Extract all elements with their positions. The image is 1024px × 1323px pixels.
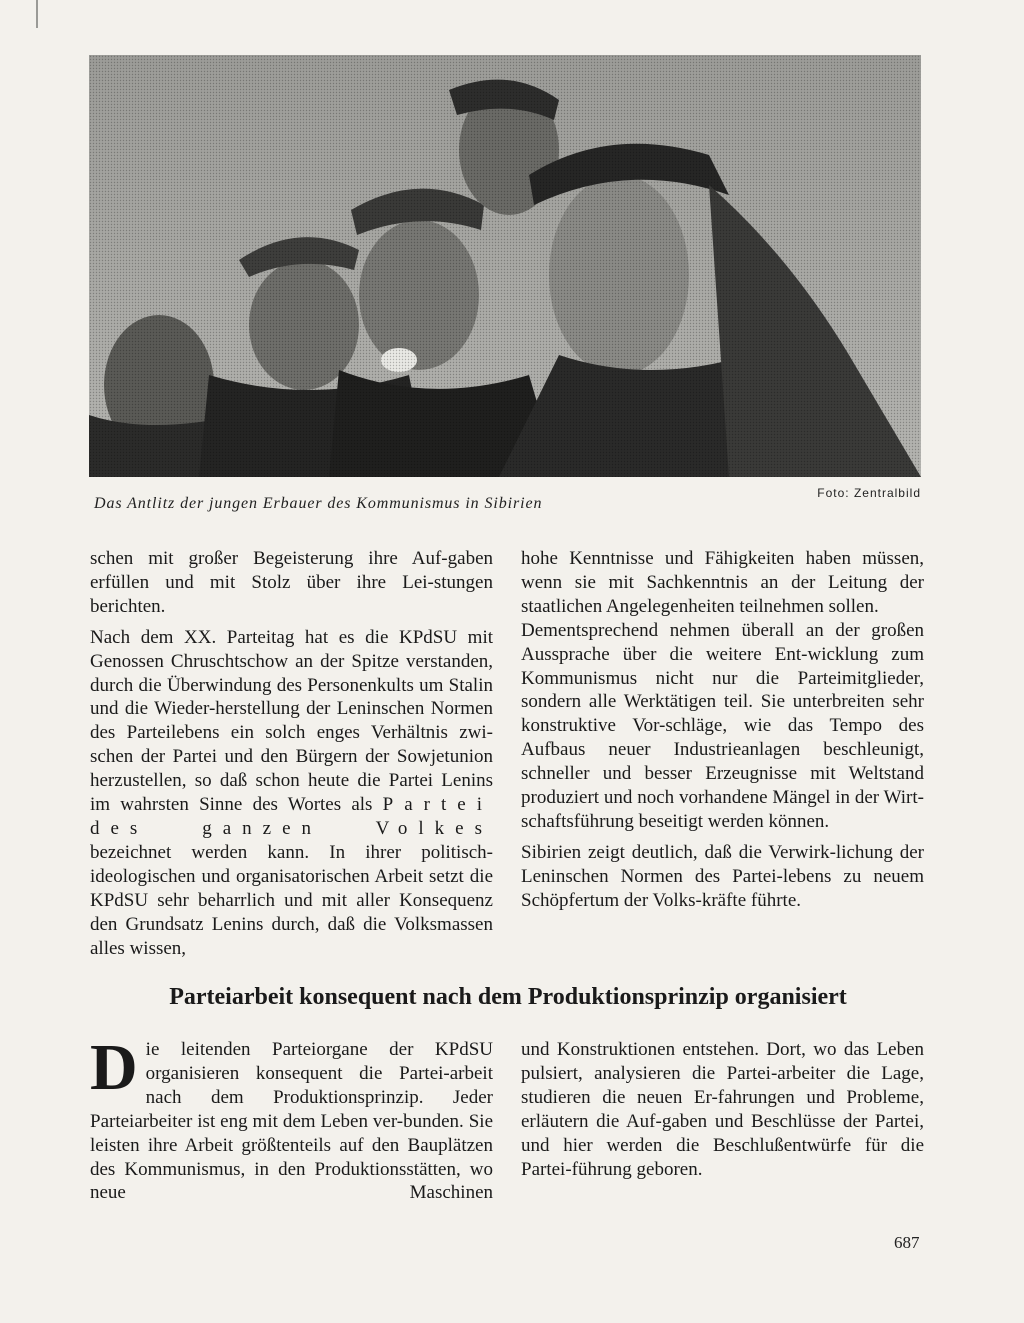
paragraph-3: hohe Kenntnisse und Fähigkeiten haben müssen, wenn sie mit Sachkenntnis an der Leitung der staatlichen Angelegenheiten teilnehmen sollen.	[521, 548, 924, 617]
column-bottom-right	[521, 1038, 924, 1181]
paragraph-2	[90, 626, 493, 961]
page-number: 687	[894, 1233, 920, 1252]
photo-illustration	[89, 55, 921, 477]
photo-credit: Foto: Zentralbild	[817, 486, 921, 500]
paragraph-6-text: ie leitenden Parteiorgane der KPdSU organisieren konsequent die Partei-arbeit nach dem Produktionsprinzip. Jeder Parteiarbeiter ist eng mit dem Leben ver-bunden. Sie leisten ihre Arbeit größtenteils auf den Bauplätzen des Kommunismus, in den Produktionsstätten, wo neue Maschinen	[90, 1039, 493, 1204]
paragraph-7: und Konstruktionen entstehen. Dort, wo das Leben pulsiert, analysieren die Partei-arbeiter die Lage, studieren die neuen Er-fahrungen und Probleme, erläutern die Auf-gaben und Beschlüsse der Partei, und hier werden die Beschlußentwürfe für die Partei-führung geboren.	[521, 1039, 924, 1180]
drop-cap: D	[90, 1031, 138, 1104]
column-top-left	[90, 547, 493, 960]
scan-mark	[36, 0, 38, 28]
photo-caption: Das Antlitz der jungen Erbauer des Kommunismus in Sibirien	[94, 495, 543, 512]
paragraph-1: schen mit großer Begeisterung ihre Auf-gaben erfüllen und mit Stolz über ihre Lei-stungen berichten.	[90, 548, 493, 617]
paragraph-6	[90, 1031, 493, 1205]
photo-young-builders	[89, 55, 921, 477]
paragraph-2-text: Nach dem XX. Parteitag hat es die KPdSU mit Genossen Chruschtschow an der Spitze verstanden, durch die Überwindung des Personenkults um Stalin und die Wieder-herstellung der Leninschen Normen des Parteilebens ein solch enges Verhältnis zwi-schen der Partei und den Bürgern der Sowjetunion herzustellen, so daß schon heute die Partei Lenins im wahrsten Sinne des Wortes als	[90, 626, 493, 816]
paragraph-2-continued: bezeichnet werden kann. In ihrer politisch-ideologischen und organisatorischen Arbeit setzt die KPdSU sehr beharrlich und mit aller Konsequenz den Grundsatz Lenins durch, daß die Volksmassen alles wissen,	[90, 841, 493, 959]
column-top-right	[521, 547, 924, 913]
paragraph-4: Dementsprechend nehmen überall an der großen Aussprache über die weitere Ent-wicklung zum Kommunismus nicht nur die Parteimitglieder, sondern alle Werktätigen teil. Sie unterbreiten sehr konstruktive Vor-schläge, wie das Tempo des Aufbaus neuer Industrieanlagen beschleunigt, schneller und besser Erzeugnisse mit Weltstand produziert und noch vorhandene Mängel in der Wirt-schaftsführung beseitigt werden können.	[521, 619, 924, 832]
section-heading: Parteiarbeit konsequent nach dem Produktionsprinzip organisiert	[169, 984, 847, 1010]
column-bottom-left	[90, 1031, 493, 1205]
emphasis-partei-des-ganzen-volkes: Partei des ganzen Volkes	[90, 794, 493, 839]
paragraph-5: Sibirien zeigt deutlich, daß die Verwirk-lichung der Leninschen Normen des Partei-lebens zu neuem Schöpfertum der Volks-kräfte führte.	[521, 841, 924, 911]
